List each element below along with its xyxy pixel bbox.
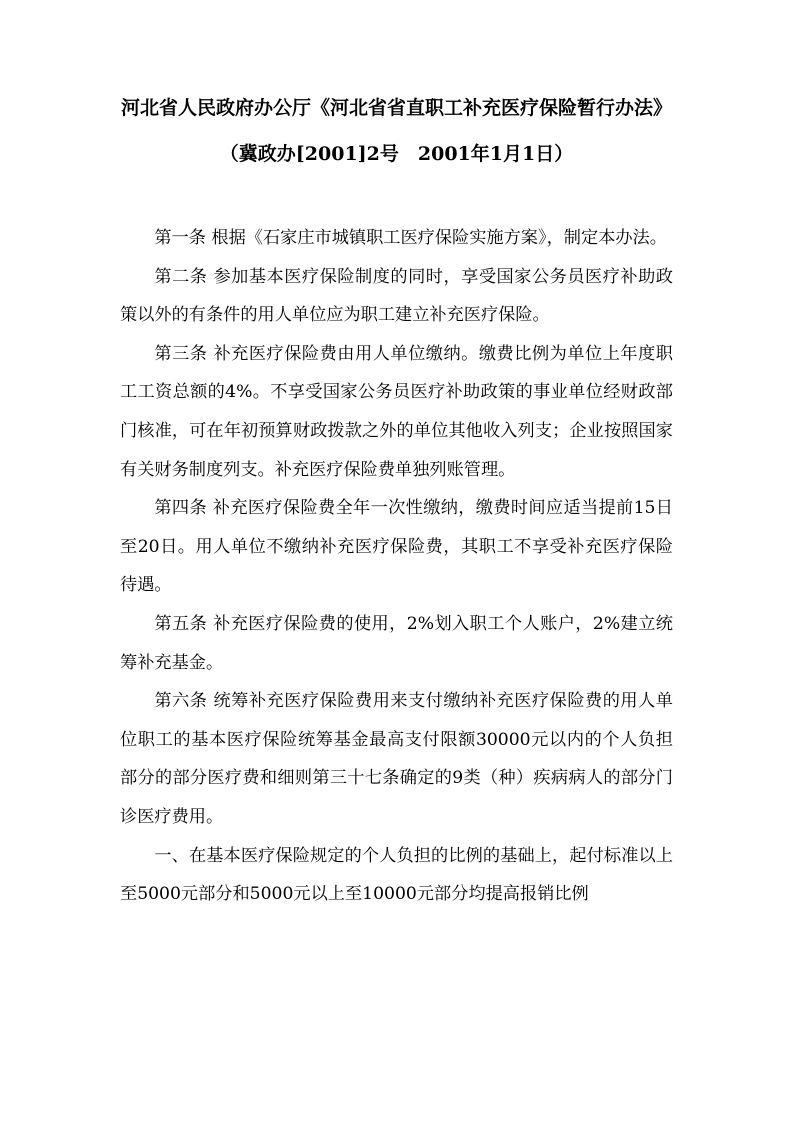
article-4: 第四条 补充医疗保险费全年一次性缴纳，缴费时间应适当提前15日至20日。用人单位不缴纳补充医疗保险费，其职工不享受补充医疗保险待遇。 — [120, 498, 673, 596]
document-body — [120, 219, 673, 914]
article-3: 第三条 补充医疗保险费由用人单位缴纳。缴费比例为单位上年度职工工资总额的4%。不享受国家公务员医疗补助政策的事业单位经财政部门核准，可在年初预算财政拨款之外的单位其他收入列支；企业按照国家有关财务制度列支。补充医疗保险费单独列账管理。 — [120, 343, 673, 480]
article-5: 第五条 补充医疗保险费的使用，2%划入职工个人账户，2%建立统筹补充基金。 — [120, 613, 673, 673]
article-2: 第二条 参加基本医疗保险制度的同时，享受国家公务员医疗补助政策以外的有条件的用人单位应为职工建立补充医疗保险。 — [120, 266, 673, 326]
article-6-item-1: 一、在基本医疗保险规定的个人负担的比例的基础上，起付标准以上至5000元部分和5000元以上至10000元部分均提高报销比例 — [120, 845, 673, 905]
document-title: 河北省人民政府办公厅《河北省省直职工补充医疗保险暂行办法》 — [120, 97, 672, 119]
document-reference: （冀政办[2001]2号 2001年1月1日） — [219, 143, 574, 165]
article-6: 第六条 统筹补充医疗保险费用来支付缴纳补充医疗保险费的用人单位职工的基本医疗保险统筹基金最高支付限额30000元以内的个人负担部分的部分医疗费和细则第三十七条确定的9类（种）疾病病人的部分门诊医疗费用。 — [120, 691, 673, 827]
article-1: 第一条 根据《石家庄市城镇职工医疗保险实施方案》，制定本办法。 — [154, 228, 667, 248]
